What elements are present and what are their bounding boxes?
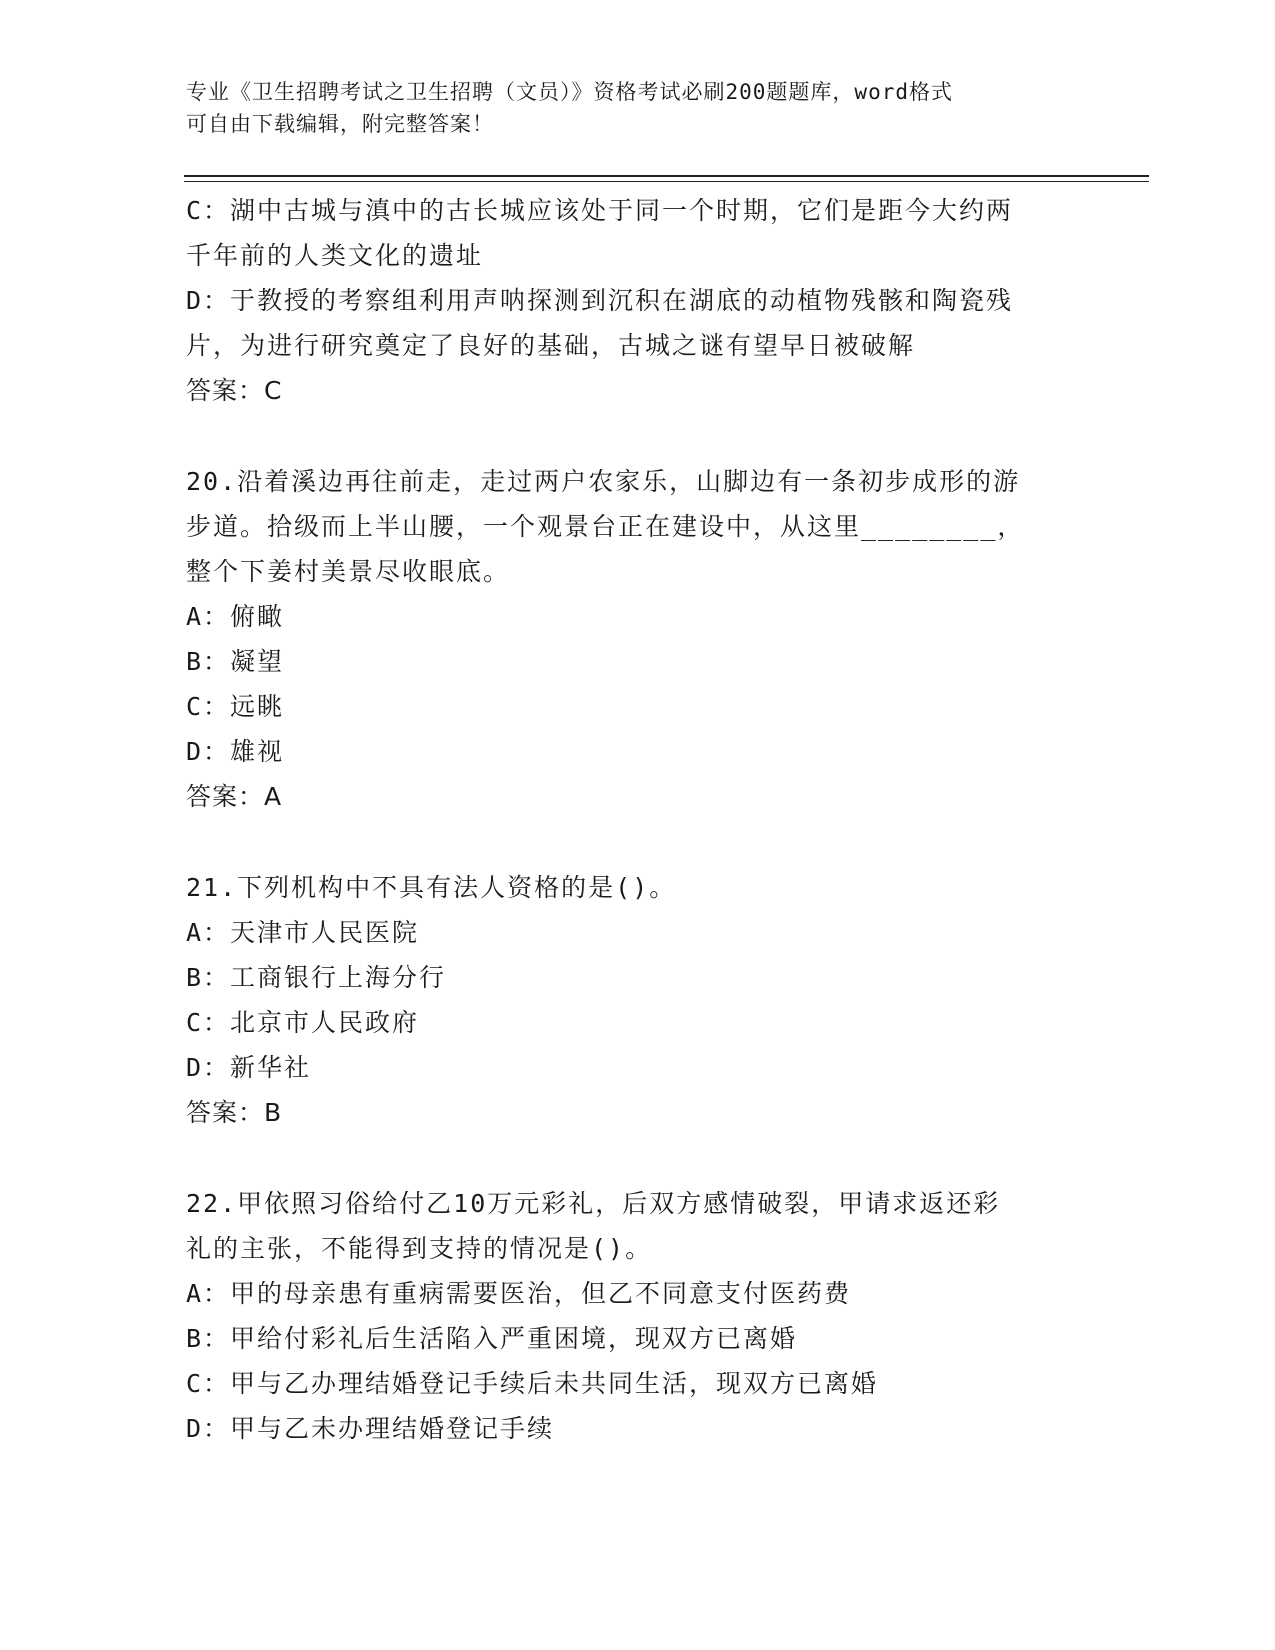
question-21: [186, 865, 1086, 1135]
spacer: [186, 1135, 1086, 1181]
question-stem-line-1: 20.沿着溪边再往前走，走过两户农家乐，山脚边有一条初步成形的游: [186, 467, 1021, 496]
option-b: B：甲给付彩礼后生活陷入严重困境，现双方已离婚: [186, 1324, 798, 1353]
option-c: C：北京市人民政府: [186, 1008, 420, 1037]
spacer: [186, 413, 1086, 459]
question-stem-line-1: 22.甲依照习俗给付乙10万元彩礼，后双方感情破裂，甲请求返还彩: [186, 1189, 1001, 1218]
answer: 答案：C: [186, 376, 283, 405]
option-d-line-2: 片，为进行研究奠定了良好的基础，古城之谜有望早日被破解: [186, 331, 916, 360]
option-c: C：甲与乙办理结婚登记手续后未共同生活，现双方已离婚: [186, 1369, 879, 1398]
answer: 答案：A: [186, 782, 283, 811]
option-d-line-1: D：于教授的考察组利用声呐探测到沉积在湖底的动植物残骸和陶瓷残: [186, 286, 1014, 315]
option-c: C：远眺: [186, 692, 285, 721]
header-line-1: 专业《卫生招聘考试之卫生招聘（文员）》资格考试必刷200题题库，word格式: [186, 80, 953, 104]
header-line-2: 可自由下载编辑，附完整答案！: [186, 112, 494, 136]
document-header: [186, 76, 1086, 140]
option-d: D：甲与乙未办理结婚登记手续: [186, 1414, 555, 1443]
option-b: B：凝望: [186, 647, 285, 676]
option-d: D：雄视: [186, 737, 285, 766]
question-20: [186, 459, 1086, 819]
question-stem-line-2: 步道。拾级而上半山腰，一个观景台正在建设中，从这里________，: [186, 512, 1025, 541]
option-c-line-2: 千年前的人类文化的遗址: [186, 241, 484, 270]
question-content: [186, 188, 1086, 1451]
option-b: B：工商银行上海分行: [186, 963, 447, 992]
question-22: [186, 1181, 1086, 1451]
header-divider: [184, 175, 1149, 182]
question-stem-line-3: 整个下姜村美景尽收眼底。: [186, 557, 511, 586]
answer: 答案：B: [186, 1098, 283, 1127]
option-a: A：俯瞰: [186, 602, 285, 631]
question-stem: 21.下列机构中不具有法人资格的是()。: [186, 873, 677, 902]
option-a: A：甲的母亲患有重病需要医治，但乙不同意支付医药费: [186, 1279, 852, 1308]
spacer: [186, 819, 1086, 865]
option-c-line-1: C：湖中古城与滇中的古长城应该处于同一个时期，它们是距今大约两: [186, 196, 1014, 225]
question-stem-line-2: 礼的主张，不能得到支持的情况是()。: [186, 1234, 653, 1263]
previous-question: [186, 188, 1086, 413]
option-d: D：新华社: [186, 1053, 312, 1082]
option-a: A：天津市人民医院: [186, 918, 420, 947]
